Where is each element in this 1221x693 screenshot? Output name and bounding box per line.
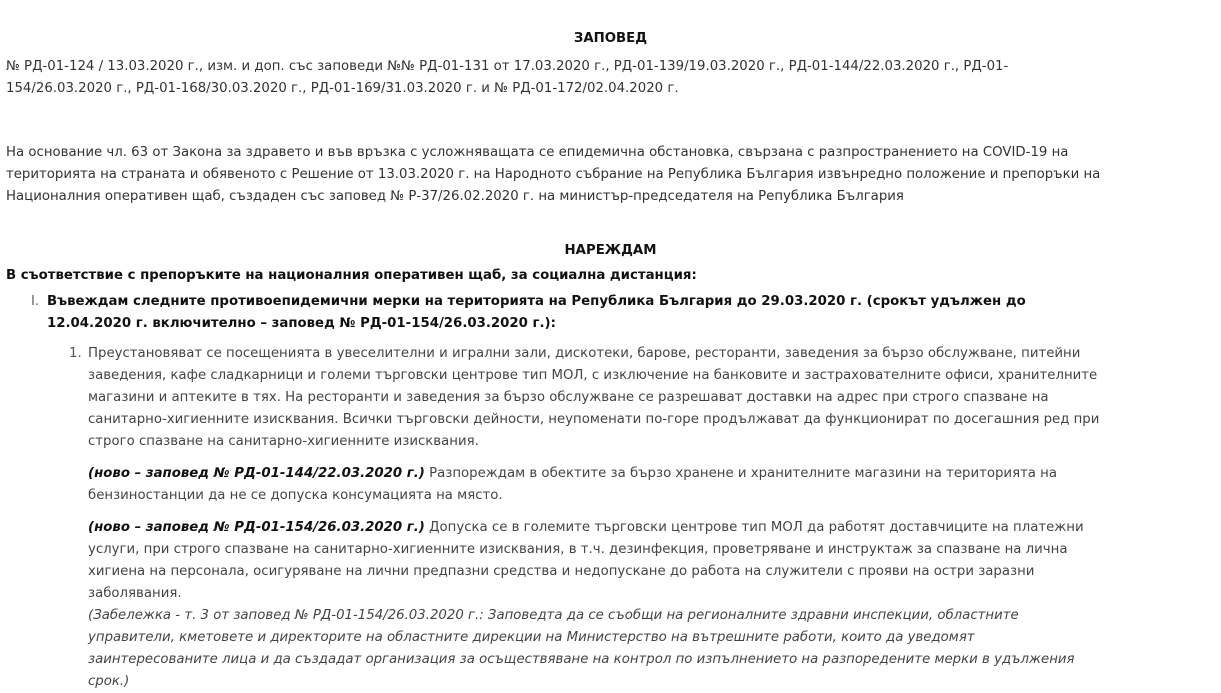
- remark-text: (Забележка - т. 3 от заповед № РД-01-154/26.03.2020 г.: Заповедта да се съобщи на регионалните здравни инспекции, областните управители, кметовете и директорите на областните дирекции на Министерство на вътрешните работи, които да уведомят заинтересованите лица и да създадат организация за осъществяване на контрол по изпълнението на разпоредените мерки в удължения срок.): [88, 608, 1075, 689]
- item-number: 1.: [69, 346, 82, 361]
- amendment-note: [88, 463, 1088, 507]
- amendment-tag: (ново – заповед № РД-01-154/26.03.2020 г.): [88, 520, 425, 535]
- section-text: Въвеждам следните противоепидемични мерки на територията на Република България до 29.03.2020 г. (срокът удължен до 12.04.2020 г. включително – заповед № РД-01-154/26.03.2020 г.):: [47, 294, 1026, 331]
- item-text: Преустановяват се посещенията в увеселителни и игрални зали, дискотеки, барове, ресторанти, заведения за бързо обслужване, питейни заведения, кафе сладкарници и големи търговски центрове тип МОЛ, с изключение на банковите и застрахователните офиси, хранителните магазини и аптеките в тях. На ресторанти и заведения за бързо обслужване се разрешават доставки на адрес при строго спазване на санитарно-хигиенните изисквания. Всички търговски дейности, неупоменати по-горе продължават да функционират по досегашния ред при строго спазване на санитарно-хигиенните изисквания.: [88, 346, 1100, 449]
- document-title: ЗАПОВЕД: [573, 31, 648, 46]
- legal-basis-paragraph: На основание чл. 63 от Закона за здравето и във връзка с усложняващата се епидемична обстановка, свързана с разпространението на COVID-19 на територията на страната и обявеното с Решение от 13.03.2020 г. на Народното събрание на Република България извънредно положение и препоръки на Националния оперативен щаб, създаден със заповед № Р-37/26.02.2020 г. на министър-председателя на Република България: [6, 145, 1101, 204]
- amendment-tag: (ново – заповед № РД-01-144/22.03.2020 г.): [88, 466, 425, 481]
- section-marker: I.: [31, 294, 40, 309]
- amendment-note: [88, 517, 1088, 693]
- order-heading: НАРЕЖДАМ: [564, 243, 657, 258]
- amendment-text: Разпореждам в обектите за бързо хранене и хранителните магазини на територията на бензиностанции да не се допуска консумацията на място.: [88, 466, 1058, 503]
- intro-paragraph: В съответствие с препоръките на националния оперативен щаб, за социална дистанция:: [6, 268, 697, 283]
- section-item: [31, 291, 1047, 335]
- amendment-text: Допуска се в големите търговски центрове тип МОЛ да работят доставчиците на платежни услуги, при строго спазване на санитарно-хигиенните изисквания, в т.ч. дезинфекция, проветряване и инструктаж за спазване на лична хигиена на персонала, осигуряване на лични предпазни средства и недопускане до работа на служители с прояви на остри заразни заболявания.: [88, 520, 1084, 601]
- list-item: [69, 343, 1118, 453]
- order-reference: № РД-01-124 / 13.03.2020 г., изм. и доп. със заповеди №№ РД-01-131 от 17.03.2020 г., РД-01-139/19.03.2020 г., РД-01-144/22.03.2020 г., РД-01-154/26.03.2020 г., РД-01-168/30.03.2020 г., РД-01-169/31.03.2020 г. и № РД-01-172/02.04.2020 г.: [6, 59, 1009, 96]
